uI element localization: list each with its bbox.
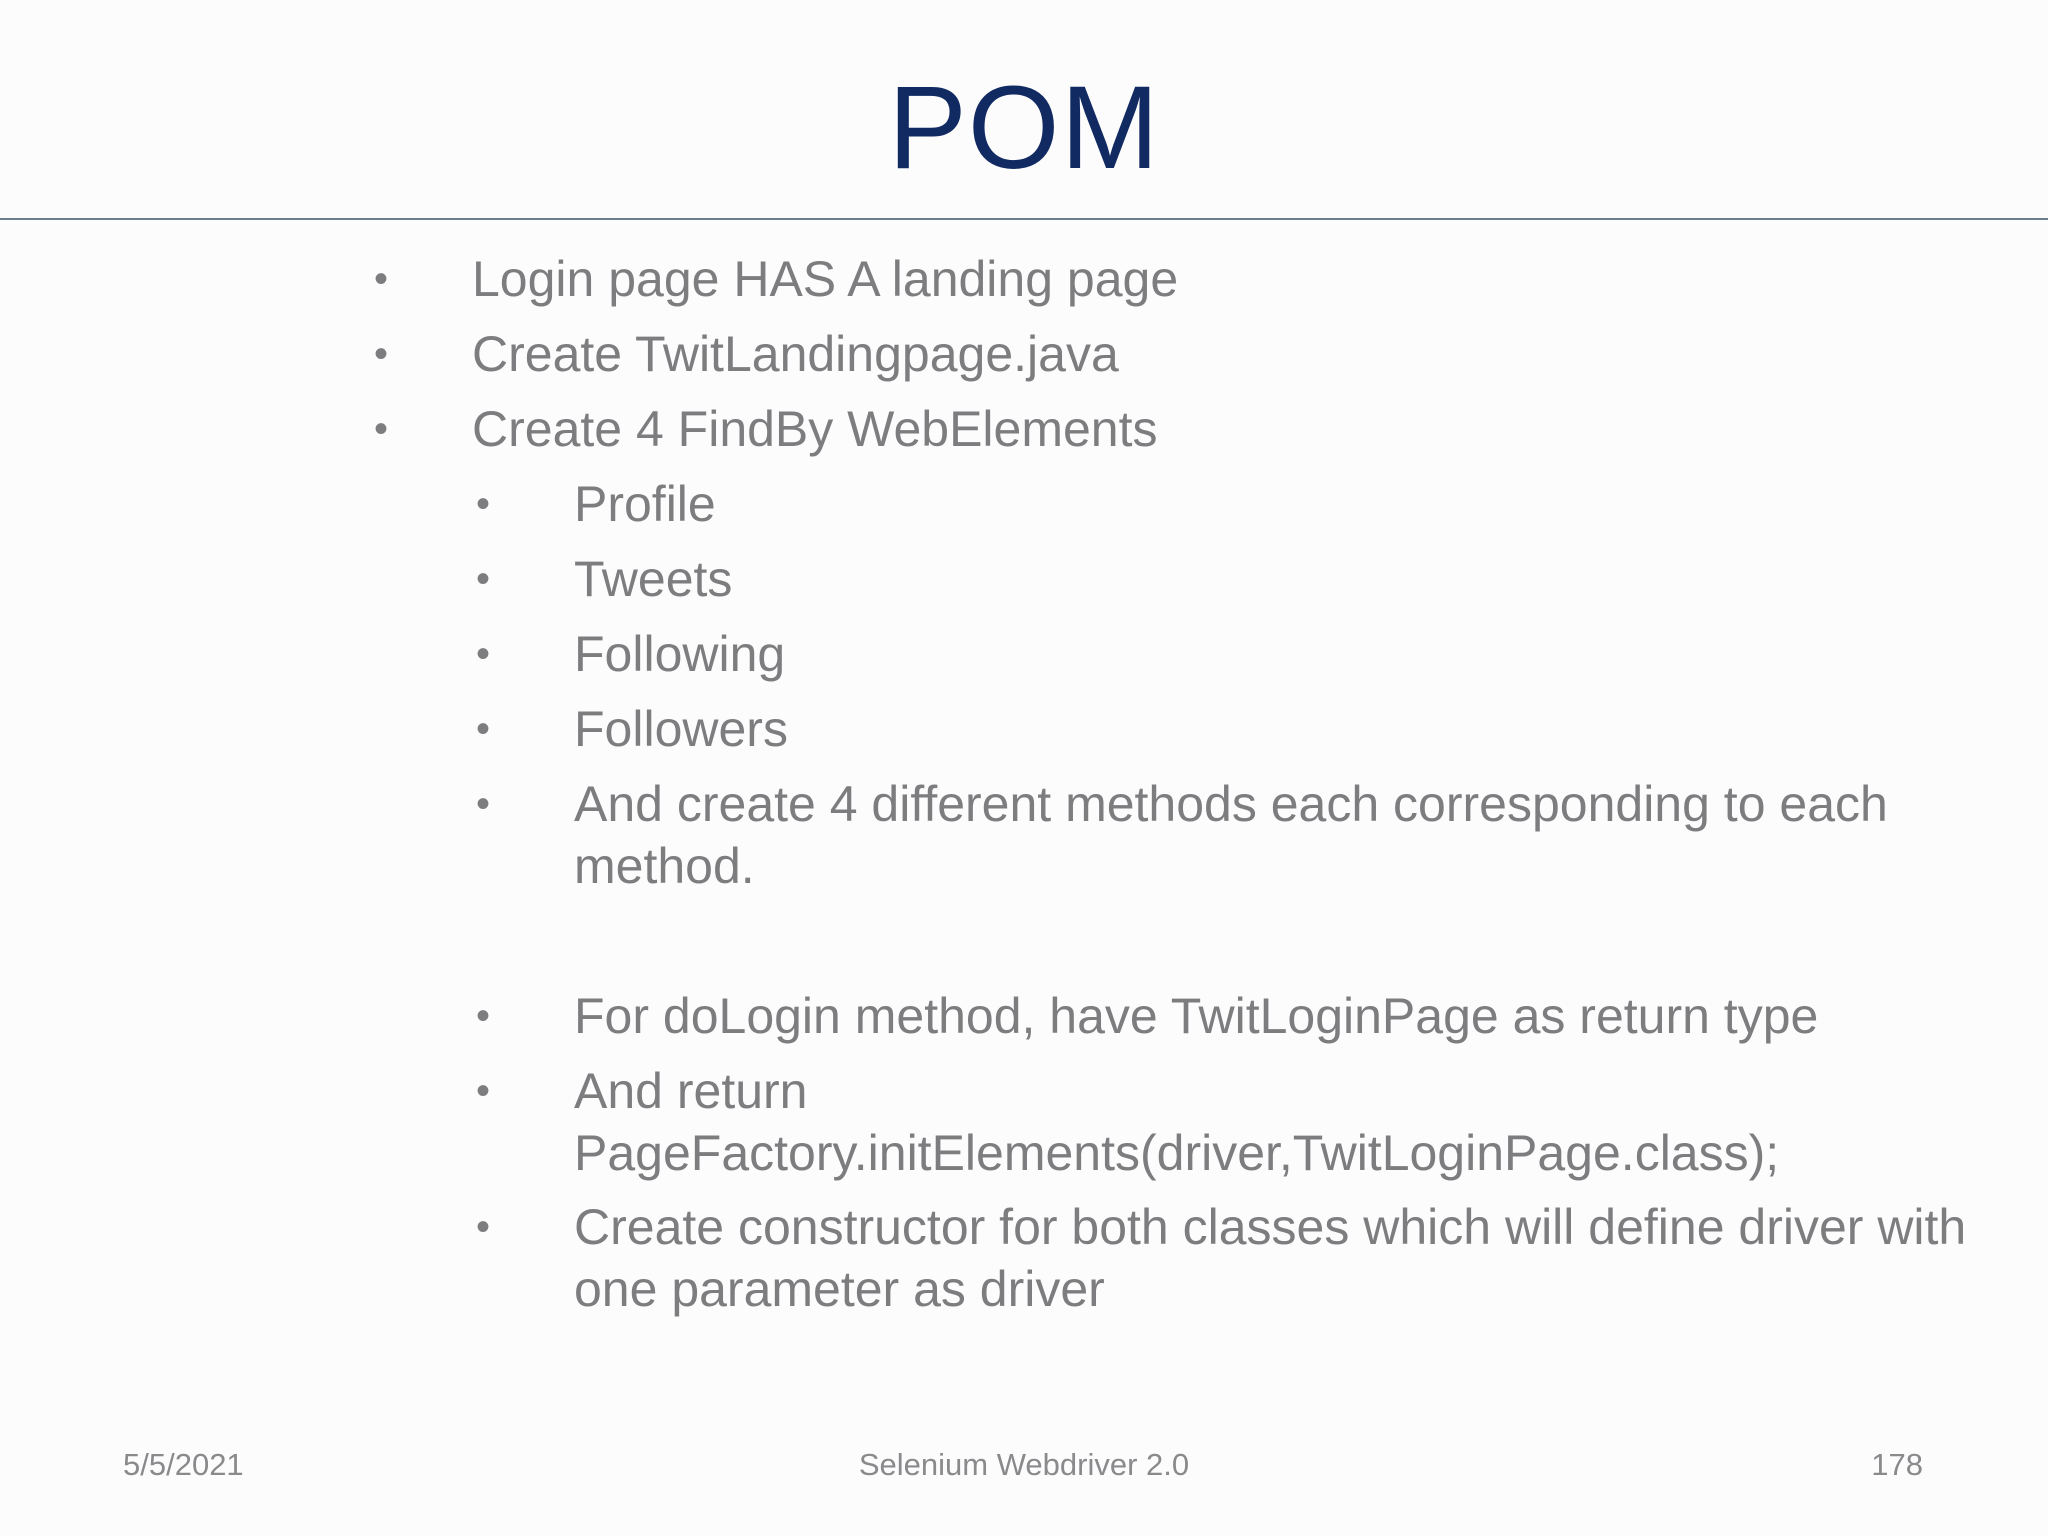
- bullet-dot-icon: •: [476, 482, 491, 526]
- sub-bullet-item: [476, 548, 1974, 610]
- bullet-dot-icon: •: [476, 1069, 491, 1113]
- bullet-text: Following: [574, 626, 786, 682]
- bullet-text: Tweets: [574, 551, 733, 607]
- bullet-dot-icon: •: [476, 994, 491, 1038]
- sub-bullet-item: [476, 985, 1974, 1047]
- bullet-text: Profile: [574, 476, 716, 532]
- sub-bullet-item: [476, 473, 1974, 535]
- bullet-text: Followers: [574, 701, 788, 757]
- slide-number: 178: [1871, 1447, 1923, 1482]
- bullet-dot-icon: •: [476, 1205, 491, 1249]
- sub-bullet-item: [476, 698, 1974, 760]
- bullet-text: Login page HAS A landing page: [472, 251, 1179, 307]
- bullet-text: Create constructor for both classes which will define driver with one parameter as driver: [574, 1199, 1967, 1317]
- bullet-dot-icon: •: [476, 557, 491, 601]
- sub-bullet-item: [476, 1060, 1874, 1184]
- footer-date: 5/5/2021: [123, 1447, 244, 1482]
- bullet-text: Create TwitLandingpage.java: [472, 326, 1119, 382]
- sub-bullet-item: [476, 1196, 1974, 1320]
- bullet-item: [374, 323, 1972, 385]
- bullet-dot-icon: •: [374, 407, 389, 451]
- bullet-text: And return PageFactory.initElements(driver,TwitLoginPage.class);: [574, 1063, 1780, 1181]
- bullet-dot-icon: •: [374, 257, 389, 301]
- bullet-dot-icon: •: [476, 782, 491, 826]
- bullet-dot-icon: •: [476, 632, 491, 676]
- bullet-text: Create 4 FindBy WebElements: [472, 401, 1158, 457]
- bullet-dot-icon: •: [374, 332, 389, 376]
- title-divider: [0, 218, 2048, 220]
- bullet-text: For doLogin method, have TwitLoginPage as return type: [574, 988, 1819, 1044]
- slide-title: POM: [888, 62, 1160, 194]
- sub-bullet-item: [476, 623, 1974, 685]
- footer-title: Selenium Webdriver 2.0: [858, 1447, 1190, 1482]
- sub-bullet-item: [476, 773, 1974, 897]
- bullet-item: [374, 398, 1972, 460]
- bullet-dot-icon: •: [476, 707, 491, 751]
- bullet-item: [374, 248, 1972, 310]
- bullet-text: And create 4 different methods each corresponding to each method.: [574, 776, 1888, 894]
